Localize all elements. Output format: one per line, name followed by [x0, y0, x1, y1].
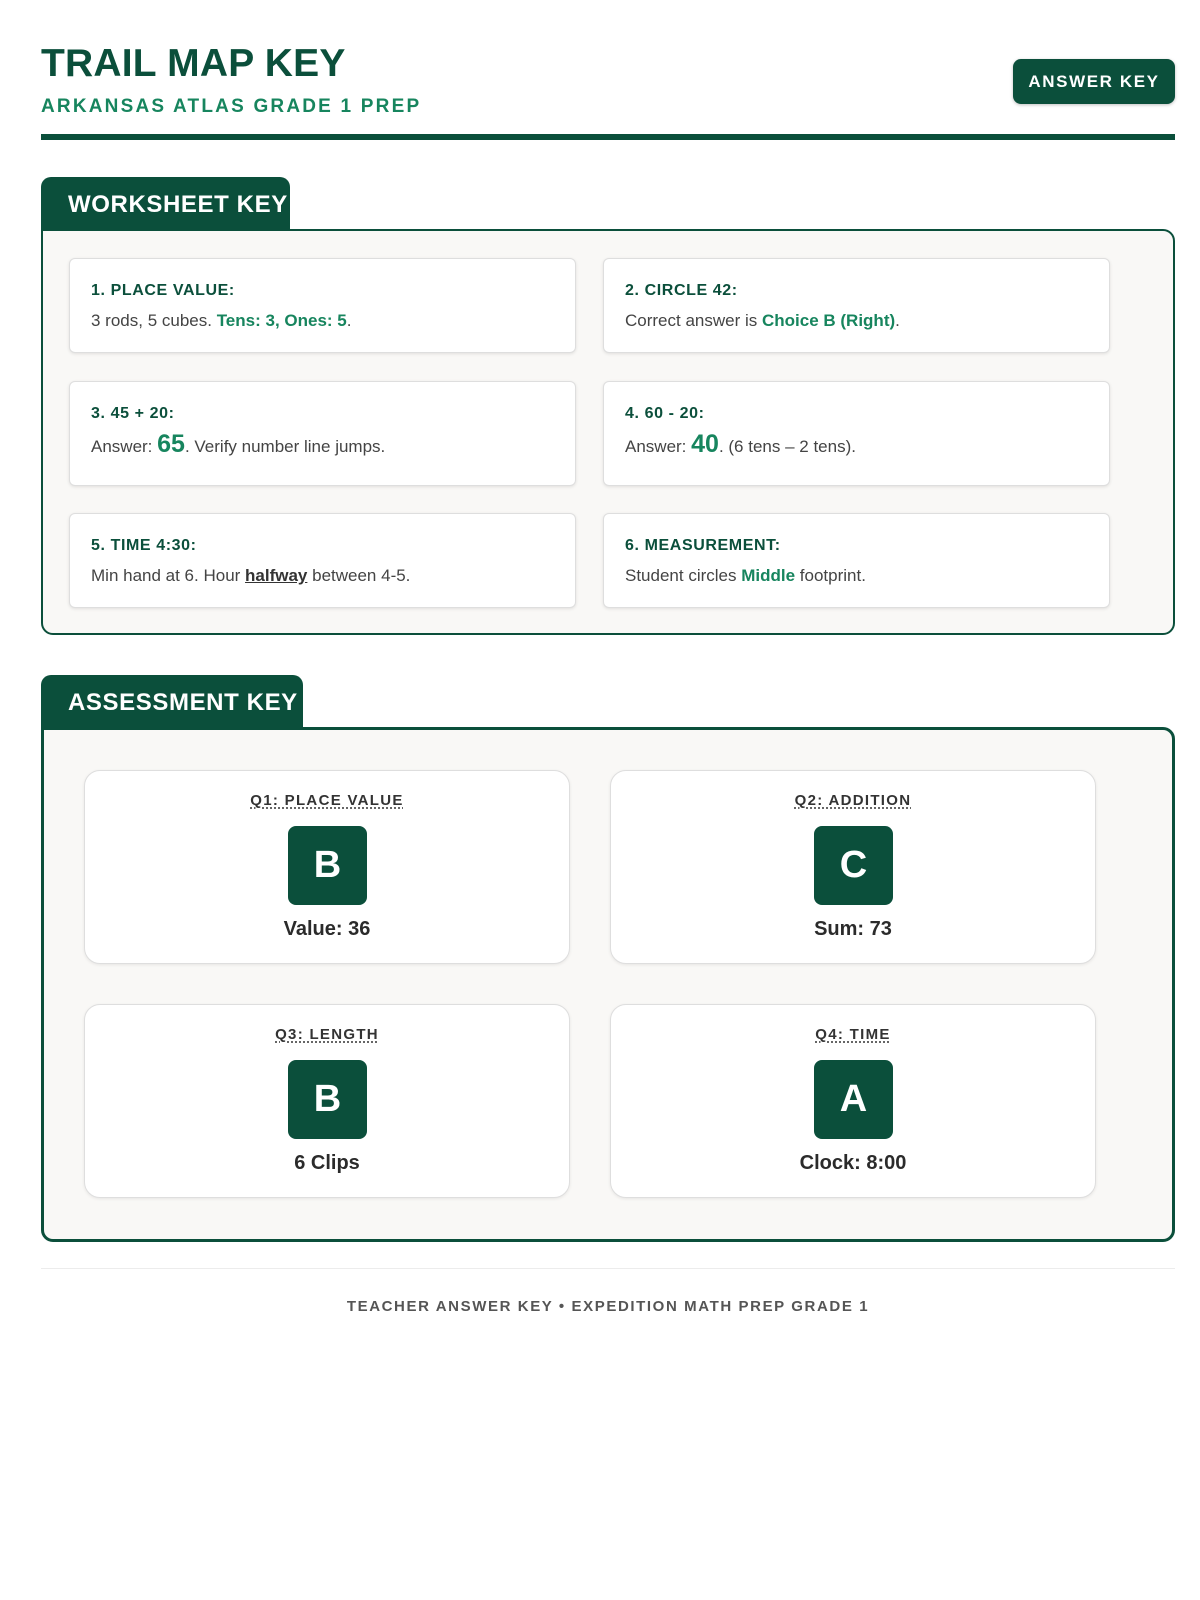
- worksheet-key-panel: [41, 229, 1175, 635]
- worksheet-section-tab: WORKSHEET KEY: [41, 177, 290, 233]
- footer-divider: [41, 1268, 1175, 1269]
- page-subtitle: ARKANSAS ATLAS GRADE 1 PREP: [41, 96, 422, 117]
- assessment-item-value: Value: 36: [283, 918, 371, 940]
- worksheet-item: [603, 381, 1110, 486]
- assessment-item: [84, 770, 570, 964]
- worksheet-item-answer: Min hand at 6. Hour halfway between 4-5.: [91, 566, 411, 585]
- worksheet-item-label: 6. MEASUREMENT:: [625, 537, 781, 554]
- worksheet-item: [69, 513, 576, 608]
- assessment-item-label: Q3: LENGTH: [275, 1026, 379, 1043]
- assessment-item-value: Clock: 8:00: [799, 1152, 907, 1174]
- assessment-item: [610, 770, 1096, 964]
- answer-letter-badge: A: [814, 1060, 893, 1139]
- worksheet-item: [603, 513, 1110, 608]
- assessment-item: [84, 1004, 570, 1198]
- answer-key-badge: ANSWER KEY: [1013, 59, 1175, 104]
- worksheet-item: [69, 258, 576, 353]
- page-footer: TEACHER ANSWER KEY • EXPEDITION MATH PREP GRADE 1: [346, 1298, 870, 1315]
- assessment-item-label: Q2: ADDITION: [794, 792, 912, 809]
- worksheet-item-label: 2. CIRCLE 42:: [625, 282, 738, 299]
- assessment-item-label: Q1: PLACE VALUE: [250, 792, 404, 809]
- worksheet-item: [603, 258, 1110, 353]
- worksheet-item-answer: Answer: 40. (6 tens – 2 tens).: [625, 430, 856, 458]
- worksheet-item-answer: Student circles Middle footprint.: [625, 566, 866, 585]
- assessment-item-value: Sum: 73: [814, 918, 892, 940]
- worksheet-item-answer: 3 rods, 5 cubes. Tens: 3, Ones: 5.: [91, 311, 352, 330]
- worksheet-item-label: 4. 60 - 20:: [625, 405, 705, 422]
- assessment-key-panel: [41, 727, 1175, 1242]
- assessment-item: [610, 1004, 1096, 1198]
- assessment-item-label: Q4: TIME: [815, 1026, 891, 1043]
- worksheet-item-answer: Correct answer is Choice B (Right).: [625, 311, 900, 330]
- answer-letter-badge: B: [288, 1060, 367, 1139]
- answer-letter-badge: B: [288, 826, 367, 905]
- page-title: TRAIL MAP KEY: [41, 42, 346, 85]
- assessment-item-value: 6 Clips: [294, 1152, 360, 1174]
- worksheet-item: [69, 381, 576, 486]
- assessment-section-tab: ASSESSMENT KEY: [41, 675, 303, 731]
- answer-letter-badge: C: [814, 826, 893, 905]
- worksheet-item-label: 5. TIME 4:30:: [91, 537, 197, 554]
- worksheet-item-answer: Answer: 65. Verify number line jumps.: [91, 430, 386, 458]
- header-divider: [41, 134, 1175, 140]
- worksheet-item-label: 3. 45 + 20:: [91, 405, 175, 422]
- worksheet-item-label: 1. PLACE VALUE:: [91, 282, 235, 299]
